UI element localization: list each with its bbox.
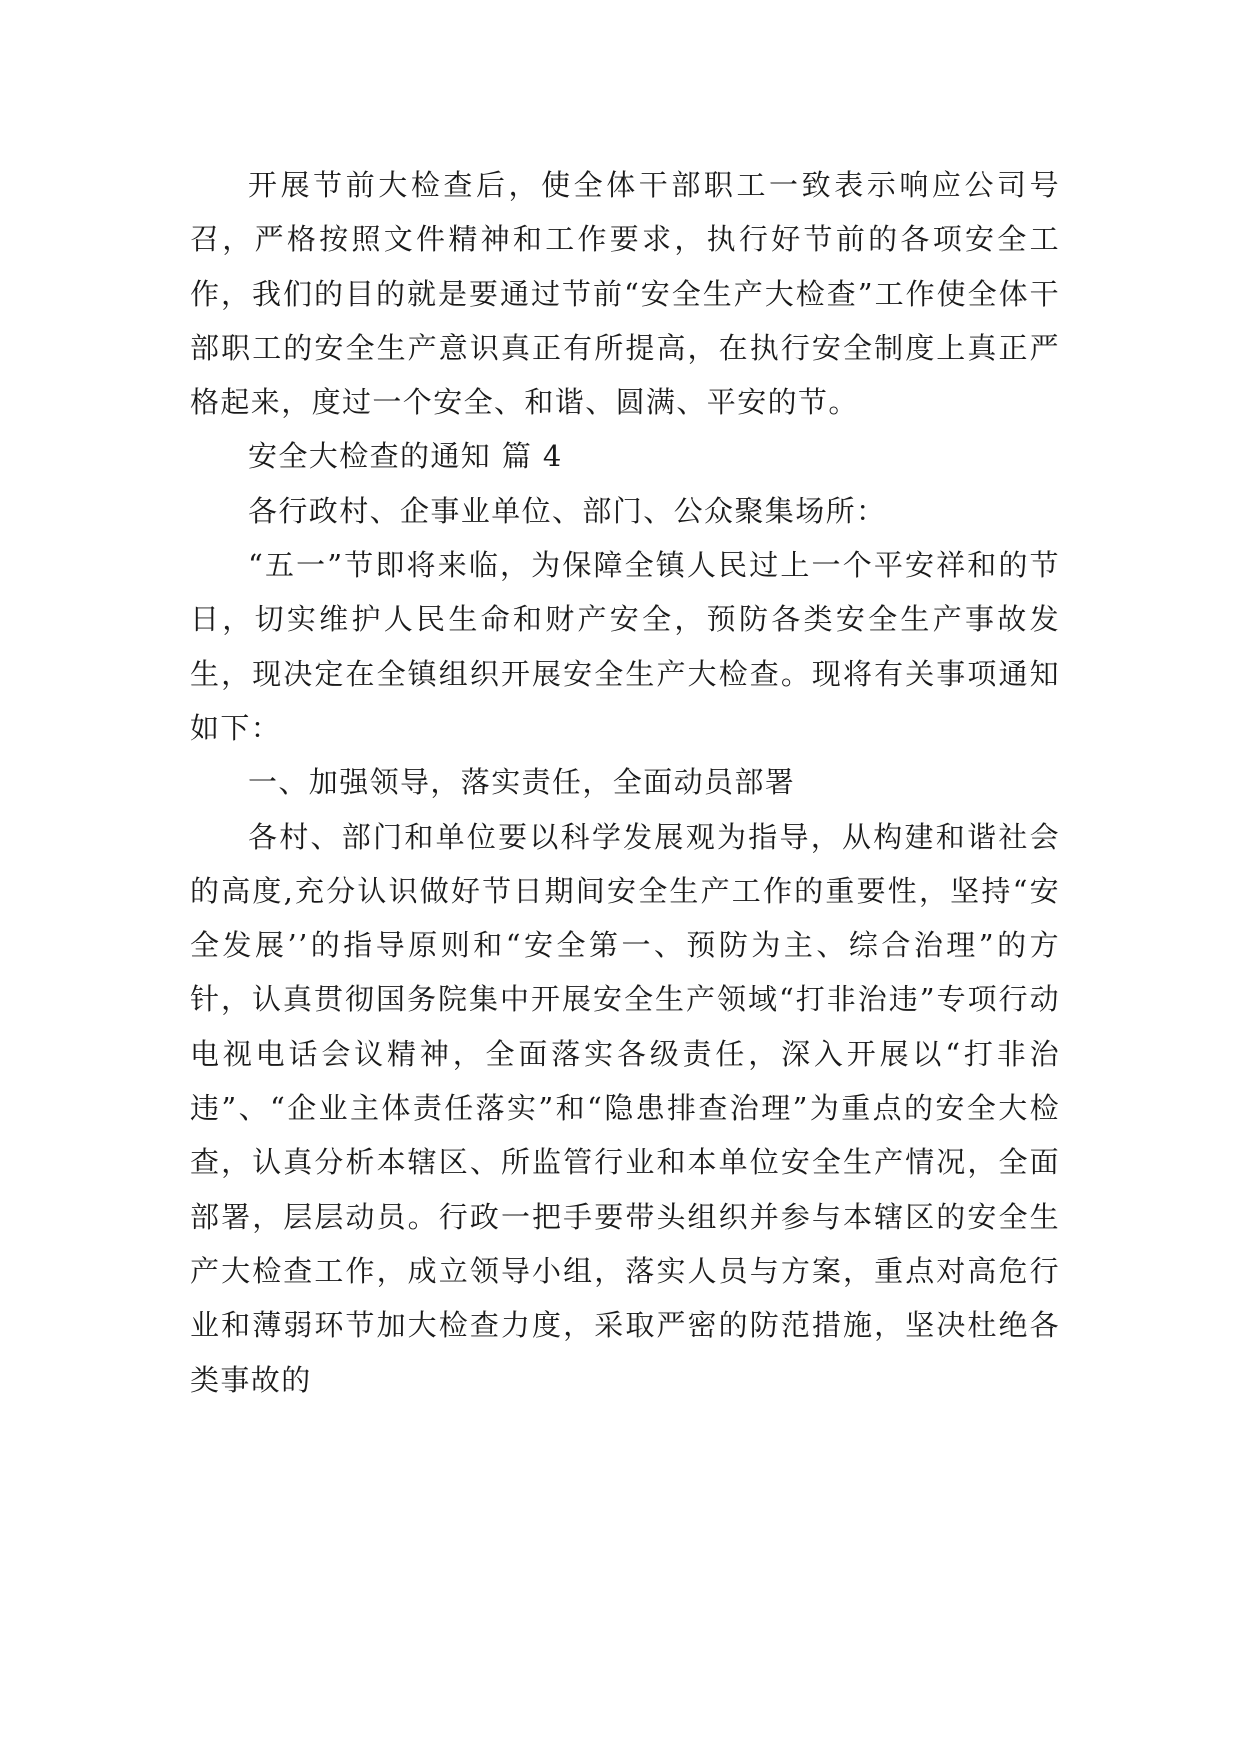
document-body [190,158,1060,1407]
paragraph-summary: 开展节前大检查后，使全体干部职工一致表示响应公司号召，严格按照文件精神和工作要求，执行好节前的各项安全工作，我们的目的就是要通过节前“安全生产大检查”工作使全体干部职工的安全生产意识真正有所提高，在执行安全制度上真正严格起来，度过一个安全、和谐、圆满、平安的节。 [190,168,1060,420]
notice-addressee: 各行政村、企事业单位、部门、公众聚集场所： [248,493,887,528]
paragraph-body: 各村、部门和单位要以科学发展观为指导，从构建和谐社会的高度,充分认识做好节日期间安全生产工作的重要性，坚持“安全发展’’的指导原则和“安全第一、预防为主、综合治理”的方针，认真贯彻国务院集中开展安全生产领域“打非治违”专项行动电视电话会议精神，全面落实各级责任，深入开展以“打非治违”、“企业主体责任落实”和“隐患排查治理”为重点的安全大检查，认真分析本辖区、所监管行业和本单位安全生产情况，全面部署，层层动员。行政一把手要带头组织并参与本辖区的安全生产大检查工作，成立领导小组，落实人员与方案，重点对高危行业和薄弱环节加大检查力度，采取严密的防范措施，坚决杜绝各类事故的 [190,819,1060,1397]
subsection-heading: 一、加强领导，落实责任，全面动员部署 [248,765,796,800]
paragraph-intro: “五一”节即将来临，为保障全镇人民过上一个平安祥和的节日，切实维护人民生命和财产安全，预防各类安全生产事故发生，现决定在全镇组织开展安全生产大检查。现将有关事项通知如下： [190,548,1060,745]
section-title: 安全大检查的通知 篇 4 [248,439,563,474]
